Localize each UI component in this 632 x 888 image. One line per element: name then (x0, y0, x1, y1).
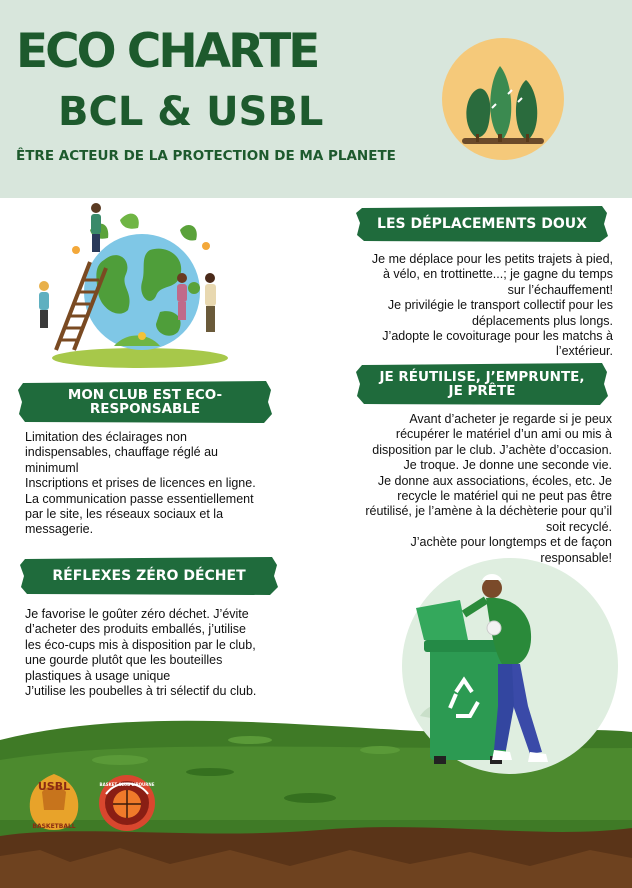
tagline: ÊTRE ACTEUR DE LA PROTECTION DE MA PLANETE (16, 148, 396, 164)
earth-people-illustration (30, 200, 235, 372)
section-title-deplacements: LES DÉPLACEMENTS DOUX (377, 215, 587, 232)
page-subtitle-clubs: BCL & USBL (58, 89, 324, 135)
banner-club (18, 380, 272, 424)
svg-text:BASKET CLUB LIBOURNE: BASKET CLUB LIBOURNE (99, 782, 155, 787)
text-club: Limitation des éclairages non indispensables, chauffage réglé au minimuml Inscriptions et prises de licences en ligne. La communication passe essentiellement par le site, les réseaux sociaux et la messagerie. (25, 430, 256, 537)
usbl-logo (22, 770, 86, 834)
forest-icon (442, 38, 564, 160)
text-deplacements: Je me déplace pour les petits trajets à pied, à vélo, en trottinette...; je gagne du temps sur l’échauffement! Je privilégie le transport collectif pour les déplacements plus longs. J’adopte le covoiturage pour les matchs à l’extérieur. (371, 252, 613, 359)
recycling-bin-illustration (394, 556, 626, 774)
banner-zero-dechet (20, 556, 278, 596)
bcl-logo (98, 774, 156, 832)
banner-reutilise (356, 362, 608, 406)
svg-text:USBL: USBL (37, 780, 71, 793)
section-title-club: MON CLUB EST ECO-RESPONSABLE (67, 386, 223, 417)
text-zero-dechet: Je favorise le goûter zéro déchet. J’évite d’acheter des produits emballés, j’utilise les éco-cups mis à disposition par le club, une gourde plutôt que les bouteilles plastiques à usage unique J’utilise les poubelles à tri sélectif du club. (25, 607, 257, 699)
banner-deplacements (356, 205, 608, 243)
section-title-reutilise: JE RÉUTILISE, J’EMPRUNTE, JE PRÊTE (379, 368, 585, 399)
text-reutilise: Avant d’acheter je regarde si je peux récupérer le matériel d’un ami ou mis à disposition par le club. J’achète d’occasion. Je troque. Je donne une seconde vie. Je donne aux associations, écoles, etc. Je recycle le matériel qui ne peut pas être réutilisé, je l’amène à la déchèterie pour qu’il soit recyclé. J’achète pour longtemps et de façon responsable! (365, 412, 612, 565)
svg-text:BASKETBALL: BASKETBALL (32, 823, 76, 830)
header-band (0, 0, 632, 198)
page-title: ECO CHARTE (16, 24, 318, 79)
section-title-zero-dechet: RÉFLEXES ZÉRO DÉCHET (52, 567, 246, 584)
